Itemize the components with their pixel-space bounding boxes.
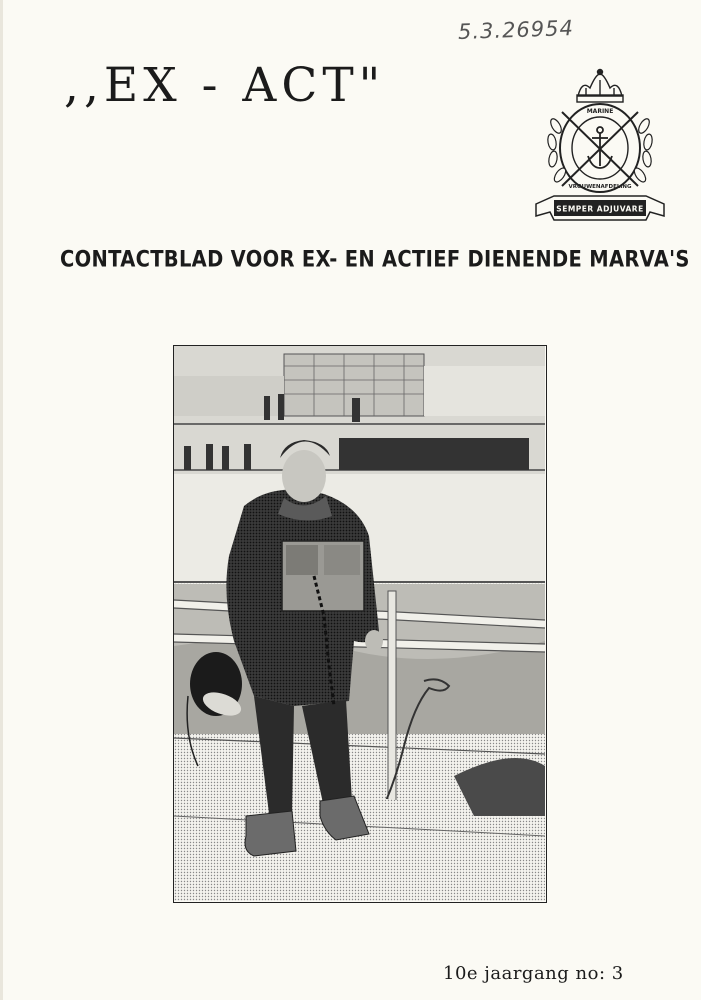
magazine-title: ,,EX - ACT"	[64, 58, 386, 113]
crown-anchor-emblem-icon	[530, 66, 670, 231]
emblem-top-text: MARINE	[586, 108, 614, 115]
catalog-number: 5.3.26954	[457, 15, 575, 45]
cover-photo	[173, 345, 547, 903]
marine-emblem	[530, 66, 670, 231]
cover-subtitle: CONTACTBLAD VOOR EX- EN ACTIEF DIENENDE MARVA'S	[60, 246, 690, 273]
emblem-ring-text: VROUWENAFDELING	[568, 184, 632, 190]
issue-number: 10e jaargang no: 3	[443, 963, 624, 984]
halftone-photo-woman-on-pier-icon	[174, 346, 545, 901]
scan-edge	[0, 0, 3, 1000]
emblem-motto: SEMPER ADJUVARE	[556, 204, 644, 214]
